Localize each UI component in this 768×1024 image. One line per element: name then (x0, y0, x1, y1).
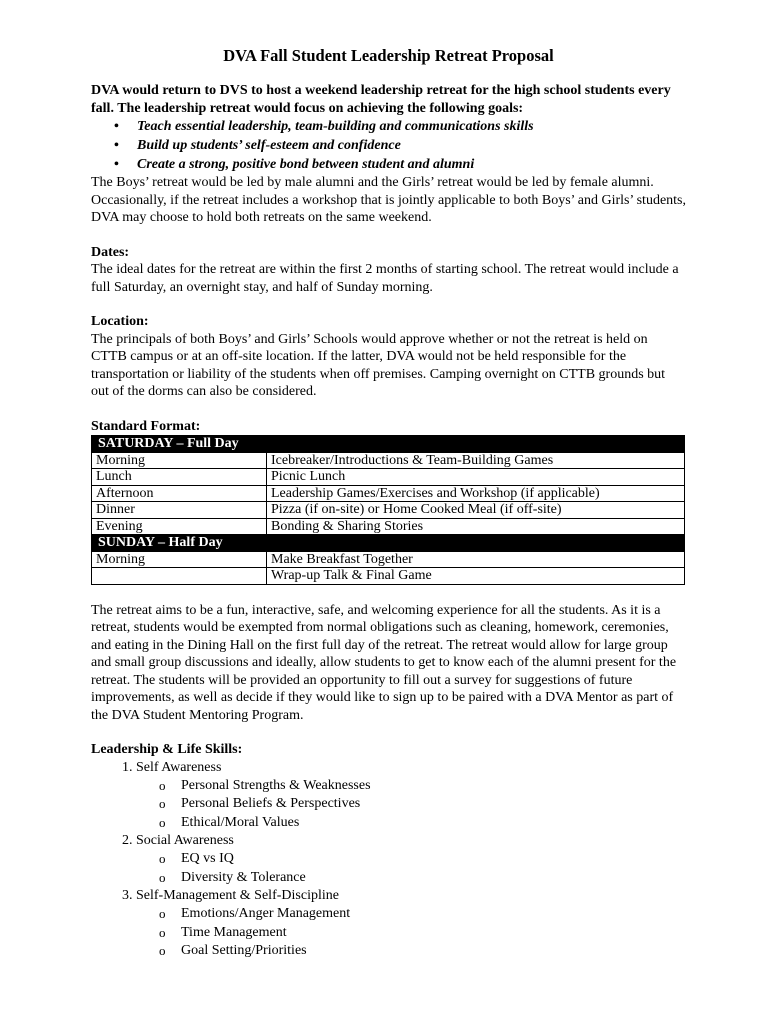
location-text: The principals of both Boys’ and Girls’ Schools would approve whether or not the retreat is held on CTTB campus or at an off-site location. If the latter, DVA would not be held responsible for the transportation or liability of the students when off premises. Camping overnight on CTTB grounds but out of the dorms can also be considered. (91, 331, 666, 399)
table-row (92, 485, 685, 502)
skill-sublist (136, 905, 686, 961)
table-row (92, 551, 685, 568)
goal-item: • Build up students’ self-esteem and confidence (137, 136, 686, 155)
document-title: DVA Fall Student Leadership Retreat Proposal (223, 46, 554, 65)
table-row (92, 568, 685, 585)
document-page (91, 44, 686, 961)
skill-subitem: o Diversity & Tolerance (181, 869, 686, 888)
format-heading: Standard Format: (91, 418, 201, 434)
time-cell: Morning (92, 551, 267, 568)
skill-subitem: o EQ vs IQ (181, 850, 686, 869)
time-cell (92, 568, 267, 585)
table-row (92, 452, 685, 469)
skill-label: Self Awareness (136, 759, 222, 775)
time-cell: Morning (92, 452, 267, 469)
intro-text: DVA would return to DVS to host a weekend leadership retreat for the high school students every fall. The leadership retreat would focus on achieving the following goals: (91, 83, 671, 116)
activity-cell: Icebreaker/Introductions & Team-Building Games (267, 452, 685, 469)
location-heading: Location: (91, 314, 149, 329)
skills-heading: Leadership & Life Skills: (91, 742, 243, 757)
schedule-section-sunday (92, 535, 685, 552)
skill-subitem: o Personal Strengths & Weaknesses (181, 777, 686, 796)
activity-cell: Bonding & Sharing Stories (267, 518, 685, 535)
activity-cell: Picnic Lunch (267, 469, 685, 486)
goals-list (91, 117, 686, 174)
intro-paragraph: The Boys’ retreat would be led by male alumni and the Girls’ retreat would be led by female alumni. Occasionally, if the retreat includes a workshop that is jointly applicable to both Boys’ and Girls’ students, DVA may choose to hold both retreats on the same weekend. (91, 175, 686, 225)
activity-cell: Leadership Games/Exercises and Workshop (if applicable) (267, 485, 685, 502)
skill-subitem: o Personal Beliefs & Perspectives (181, 795, 686, 814)
schedule-section-saturday (92, 436, 685, 453)
activity-cell: Wrap-up Talk & Final Game (267, 568, 685, 585)
section-label: SUNDAY – Half Day (92, 535, 685, 552)
aims-paragraph: The retreat aims to be a fun, interactive, safe, and welcoming experience for all the students. As it is a retreat, students would be exempted from normal obligations such as cleaning, homework, ceremonies, and eating in the Dining Hall on the first full day of the retreat. The retreat would allow for large group and small group discussions and ideally, allow students to get to know each of the alumni present for the retreat. The students will be provided an opportunity to fill out a survey for suggestions of future improvements, as well as decide if they would like to sign up to be paired with a DVA Mentor as part of the DVA Student Mentoring Program. (91, 602, 677, 723)
dates-heading: Dates: (91, 244, 130, 260)
skill-subitem: o Emotions/Anger Management (181, 905, 686, 924)
table-row (92, 502, 685, 519)
section-label: SATURDAY – Full Day (92, 436, 685, 453)
skill-label: Social Awareness (136, 833, 234, 848)
time-cell: Evening (92, 518, 267, 535)
schedule-table (91, 435, 685, 585)
dates-text: The ideal dates for the retreat are within the first 2 months of starting school. The retreat would include a full Saturday, an overnight stay, and half of Sunday morning. (91, 262, 679, 295)
skill-item (136, 759, 686, 833)
goal-item: • Teach essential leadership, team-building and communications skills (137, 117, 686, 136)
skill-sublist (136, 777, 686, 833)
goal-item: • Create a strong, positive bond between student and alumni (137, 155, 686, 174)
skill-label: Self-Management & Self-Discipline (136, 888, 339, 903)
time-cell: Dinner (92, 502, 267, 519)
skill-sublist (136, 850, 686, 887)
activity-cell: Pizza (if on-site) or Home Cooked Meal (if off-site) (267, 502, 685, 519)
skill-subitem: o Time Management (181, 924, 686, 943)
skill-item (136, 832, 686, 887)
skills-list (91, 759, 686, 961)
activity-cell: Make Breakfast Together (267, 551, 685, 568)
skill-subitem: o Goal Setting/Priorities (181, 942, 686, 961)
skill-subitem: o Ethical/Moral Values (181, 814, 686, 833)
table-row (92, 518, 685, 535)
time-cell: Afternoon (92, 485, 267, 502)
skill-item (136, 887, 686, 961)
table-row (92, 469, 685, 486)
time-cell: Lunch (92, 469, 267, 486)
